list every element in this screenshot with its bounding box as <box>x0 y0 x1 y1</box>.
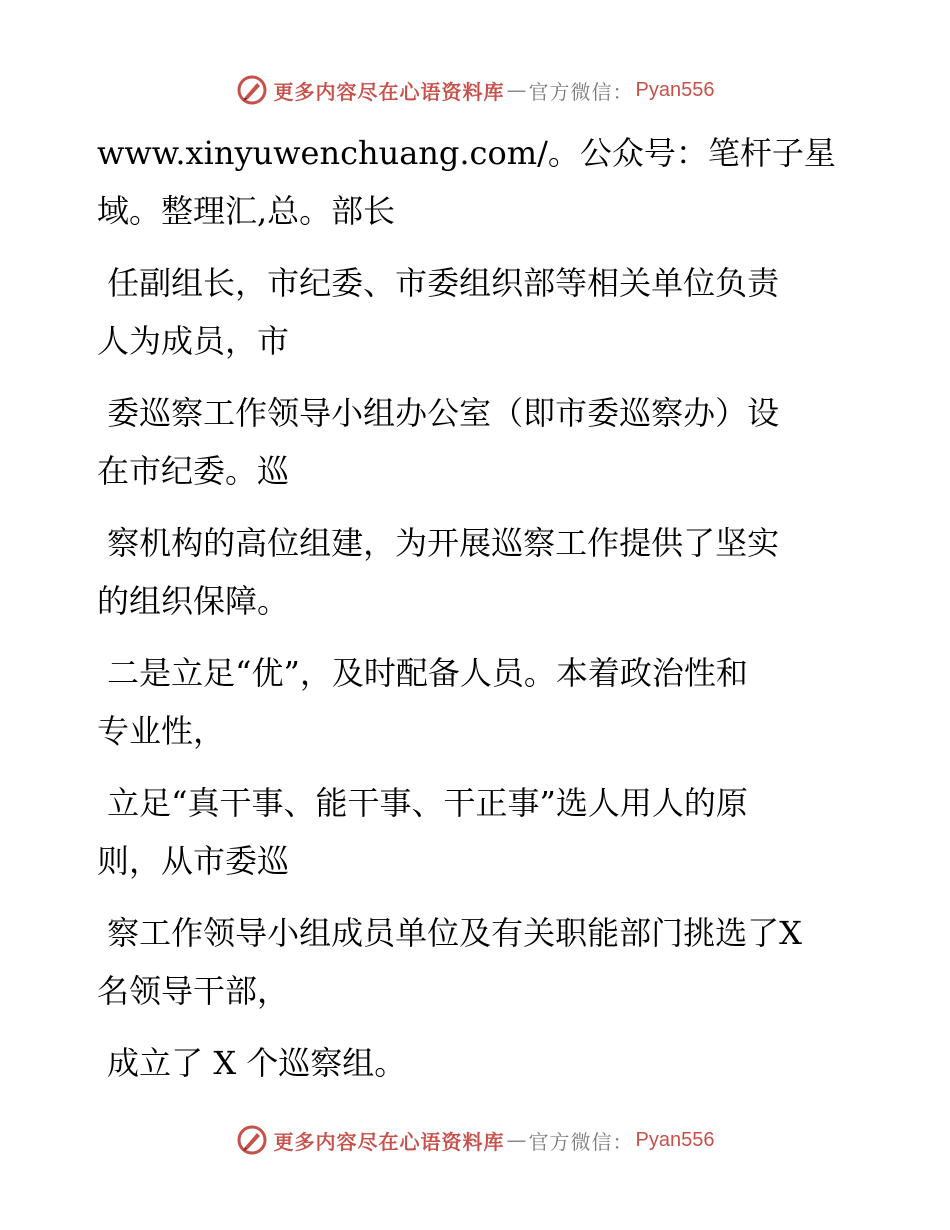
paragraph-line: 域。整理汇,总。部长 <box>97 192 396 230</box>
paragraph <box>97 514 857 630</box>
paragraph-line: www.xinyuwenchuang.com/。公众号：笔杆子星 <box>97 134 836 172</box>
footer-banner <box>0 1120 950 1160</box>
banner-brand-text: 更多内容尽在心语资料库 <box>273 79 505 104</box>
banner-dash: — <box>506 1128 527 1152</box>
pen-nib-logo-icon <box>236 1124 268 1156</box>
paragraph <box>97 644 857 760</box>
paragraph-line: 则，从市委巡 <box>97 842 290 880</box>
banner-official-label: 官方微信： <box>528 1129 634 1154</box>
paragraph-line: 成立了 X 个巡察组。 <box>97 1044 407 1082</box>
paragraph <box>97 384 857 500</box>
paragraph-line: 察工作领导小组成员单位及有关职能部门挑选了X <box>97 914 802 952</box>
paragraph-line: 的组织保障。 <box>97 582 290 620</box>
paragraph-line: 二是立足“优”，及时配备人员。本着政治性和 <box>97 654 748 692</box>
paragraph-line: 在市纪委。巡 <box>97 452 290 490</box>
paragraph-line: 察机构的高位组建，为开展巡察工作提供了坚实 <box>97 524 780 562</box>
pen-nib-logo-icon <box>236 74 268 106</box>
banner-account-id: Pyan556 <box>635 1128 715 1151</box>
paragraph-line: 委巡察工作领导小组办公室（即市委巡察办）设 <box>97 394 780 432</box>
banner-account-id: Pyan556 <box>635 78 715 101</box>
paragraph-line: 立足“真干事、能干事、干正事”选人用人的原 <box>97 784 748 822</box>
banner-official-label: 官方微信： <box>528 79 634 104</box>
paragraph-line: 任副组长，市纪委、市委组织部等相关单位负责 <box>97 264 780 302</box>
header-banner <box>0 70 950 110</box>
paragraph <box>97 774 857 890</box>
document-body <box>97 124 857 1106</box>
paragraph <box>97 904 857 1020</box>
banner-dash: — <box>506 78 527 102</box>
paragraph <box>97 254 857 370</box>
banner-brand-text: 更多内容尽在心语资料库 <box>273 1129 505 1154</box>
paragraph-line: 专业性， <box>97 712 226 750</box>
paragraph <box>97 1034 857 1092</box>
paragraph-line: 名领导干部， <box>97 972 290 1010</box>
paragraph <box>97 124 857 240</box>
paragraph-line: 人为成员，市 <box>97 322 290 360</box>
